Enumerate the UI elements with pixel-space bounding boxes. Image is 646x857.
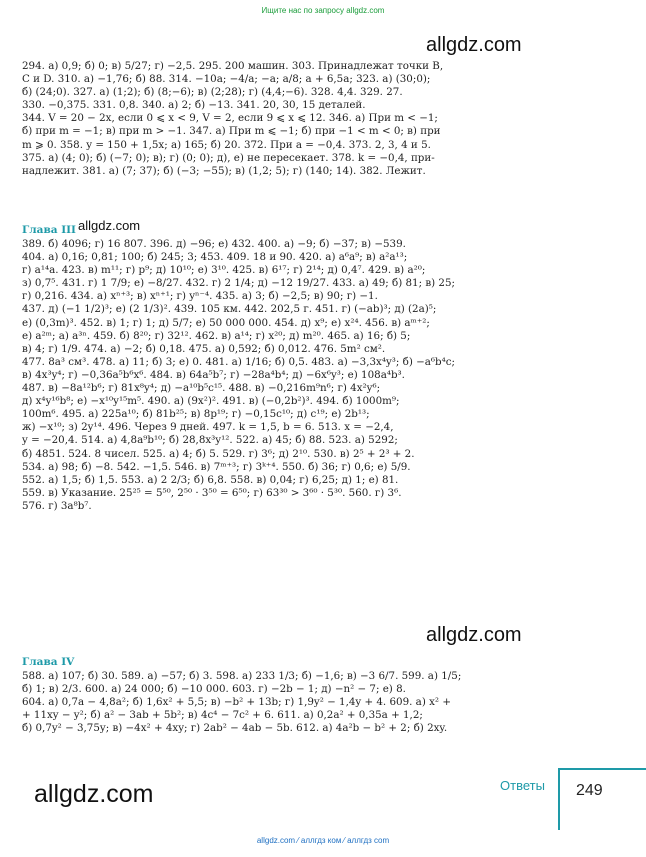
answer-line: 375. а) (4; 0); б) (−7; 0); в); г) (0; 0); д), е) не пересекает. 378. k = −0,4, при- [22, 151, 435, 164]
watermark: allgdz.com [34, 780, 154, 808]
answer-line: з) 0,7⁵. 431. г) 1 7/9; е) −8/27. 432. г) 2 1/4; д) −12 19/27. 433. а) 49; б) 81; в) 25; [22, 277, 456, 290]
answer-line: 487. в) −8a¹²b⁶; г) 81x⁸y⁴; д) −a¹⁰b⁵c¹⁵. 488. в) −0,216m⁹n⁶; г) 4x²y⁶; [22, 382, 381, 395]
chapter-heading: Глава IV [22, 656, 75, 668]
answer-line: 604. а) 0,7a − 4,8a²; б) 1,6x² + 5,5; в) −b² + 13b; г) 1,9y² − 1,4y + 4. 609. а) x² + [22, 696, 451, 709]
watermark: allgdz.com [426, 34, 522, 56]
answer-line: б) 0,7y² − 3,75y; в) −4x² + 4xy; г) 2ab² − 4ab − 5b. 612. а) 4a²b − b² + 2; б) 2xy. [22, 722, 448, 735]
answer-line: б) 4851. 524. 8 чисел. 525. а) 4; б) 5. 529. г) 3⁶; д) 2¹⁰. 530. в) 2⁵ + 2³ + 2. [22, 447, 415, 460]
answer-line: в) 4x³y⁴; г) −0,36a⁵b⁶x⁶. 484. в) 64a⁵b⁷; г) −28a⁴b⁴; д) −6x⁶y³; е) 108a⁴b³. [22, 368, 405, 381]
chapter-heading: Глава III [22, 224, 76, 236]
answer-line: m ⩾ 0. 358. y = 150 + 1,5x; а) 165; б) 20. 372. При a = −0,4. 373. 2, 3, 4 и 5. [22, 138, 431, 151]
answers-block-chapter3 [22, 238, 626, 513]
watermark: allgdz.com [426, 624, 522, 646]
page-number: 249 [576, 782, 603, 799]
answers-block-chapter4 [22, 670, 626, 735]
answer-line: г) 0,216. 434. а) xⁿ⁺³; в) xⁿ⁺¹; г) yⁿ⁻⁴. 435. а) 3; б) −2,5; в) 90; г) −1. [22, 290, 378, 303]
answer-line: е) a²ᵐ; а) a³ⁿ. 459. б) 8²⁰; г) 32¹². 462. в) a¹⁴; г) x²⁰; д) m²⁰. 465. а) 16; б) 5; [22, 329, 411, 342]
answer-line: д) x⁴y¹⁶b⁸; е) −x¹⁰y¹⁵m⁵. 490. а) (9x²)². 491. в) (−0,2b²)³. 494. б) 1000m⁹; [22, 395, 400, 408]
answer-line: 330. −0,375. 331. 0,8. 340. а) 2; б) −13. 341. 20, 30, 15 деталей. [22, 99, 366, 112]
answer-line: 552. а) 1,5; б) 1,5. 553. а) 2 2/3; б) 6,8. 558. в) 0,04; г) 6,25; д) 1; е) 81. [22, 473, 399, 486]
answer-line: ж) −x¹⁰; з) 2y¹⁴. 496. Через 9 дней. 497. k = 1,5, b = 6. 513. x = −2,4, [22, 421, 394, 434]
answer-line: е) (0,3m)³. 452. в) 1; г) 1; д) 5/7; е) 50 000 000. 454. д) x⁹; е) x²⁴. 456. в) aᵐ⁺²; [22, 316, 430, 329]
answer-line: г) a¹⁴a. 423. в) m¹¹; г) p⁹; д) 10¹⁰; е) 3¹⁰. 425. в) 6¹⁷; г) 2¹⁴; д) 0,4⁷. 429. в) a²⁰; [22, 264, 426, 277]
answer-line: 576. г) 3a⁸b⁷. [22, 499, 92, 512]
answer-line: 389. б) 4096; г) 16 807. 396. д) −96; е) 432. 400. а) −9; б) −37; в) −539. [22, 238, 406, 250]
answer-line: 404. а) 0,16; 0,81; 100; б) 245; 3; 453. 409. 18 и 90. 420. а) a⁶a⁹; в) a²a¹³; [22, 251, 408, 264]
answers-block-chapter2 [22, 60, 626, 178]
answer-line: + 11xy − y²; б) a² − 3ab + 5b²; в) 4c⁴ − 7c² + 6. 611. а) 0,2a² + 0,35a + 1,2; [22, 709, 423, 722]
answer-line: 100m⁶. 495. а) 225a¹⁰; б) 81b²⁵; в) 8p¹⁹; г) −0,15c¹⁰; д) c¹⁹; е) 2b¹³; [22, 408, 370, 421]
answer-line: 477. 8a³ см³. 478. а) 11; б) 3; е) 0. 481. а) 1/16; б) 0,5. 483. а) −3,3x⁴y³; б) −a⁶b⁴c; [22, 355, 455, 368]
site-header-link[interactable]: Ищите нас по запросу allgdz.com [261, 6, 385, 15]
answer-line: C и D. 310. а) −1,76; б) 88. 314. −10a; −4/a; −a; a/8; a + 6,5a; 323. а) (30;0); [22, 73, 431, 86]
answer-line: надлежит. 381. а) (7; 37); б) (−3; −55); в) (1,2; 5); г) (140; 14). 382. Лежит. [22, 164, 426, 177]
answer-line: б) (24;0). 327. а) (1;2); б) (8;−6); в) (2;28); г) (4,4;−6). 328. 4,4. 329. 27. [22, 86, 403, 99]
answer-line: 534. а) 98; б) −8. 542. −1,5. 546. в) 7ᵐ⁺³; г) 3ᵏ⁺⁴. 550. б) 36; г) 0,6; е) 5/9. [22, 460, 411, 473]
answer-line: 344. V = 20 − 2x, если 0 ⩽ x < 9, V = 2, если 9 ⩽ x ⩽ 12. 346. а) При m < −1; [22, 112, 438, 125]
answer-line: б) 1; в) 2/3. 600. а) 24 000; б) −10 000. 603. г) −2b − 1; д) −n² − 7; е) 8. [22, 683, 406, 696]
answer-line: б) при m = −1; в) при m > −1. 347. а) При m ⩽ −1; б) при −1 < m < 0; в) при [22, 125, 441, 138]
answer-line: 437. д) (−1 1/2)³; е) (2 1/3)². 439. 105 км. 442. 202,5 г. 451. г) (−ab)³; д) (2a)⁵; [22, 303, 437, 316]
answer-line: 559. в) Указание. 25²⁵ = 5⁵⁰, 2⁵⁰ · 3⁵⁰ = 6⁵⁰; г) 63³⁰ > 3⁶⁰ · 5³⁰. 560. г) 3⁶. [22, 486, 402, 499]
site-footer-link[interactable]: allgdz.com ⁄ аллгдз ком ⁄ аллгдз com [256, 836, 390, 845]
answer-line: y = −20,4. 514. а) 4,8a⁹b¹⁰; б) 28,8x³y¹². 522. а) 45; б) 88. 523. а) 5292; [22, 434, 398, 447]
answer-line: 588. а) 107; б) 30. 589. а) −57; б) 3. 598. а) 233 1/3; б) −1,6; в) −3 6/7. 599. а) 1/5; [22, 670, 462, 682]
answer-line: 294. а) 0,9; б) 0; в) 5/27; г) −2,5. 295. 200 машин. 303. Принадлежат точки B, [22, 60, 444, 72]
section-label: Ответы [500, 778, 545, 793]
answer-line: в) 4; г) 1/9. 474. а) −2; б) 0,18. 475. а) 0,592; б) 0,012. 476. 5m² см². [22, 342, 386, 355]
watermark: allgdz.com [78, 218, 141, 233]
